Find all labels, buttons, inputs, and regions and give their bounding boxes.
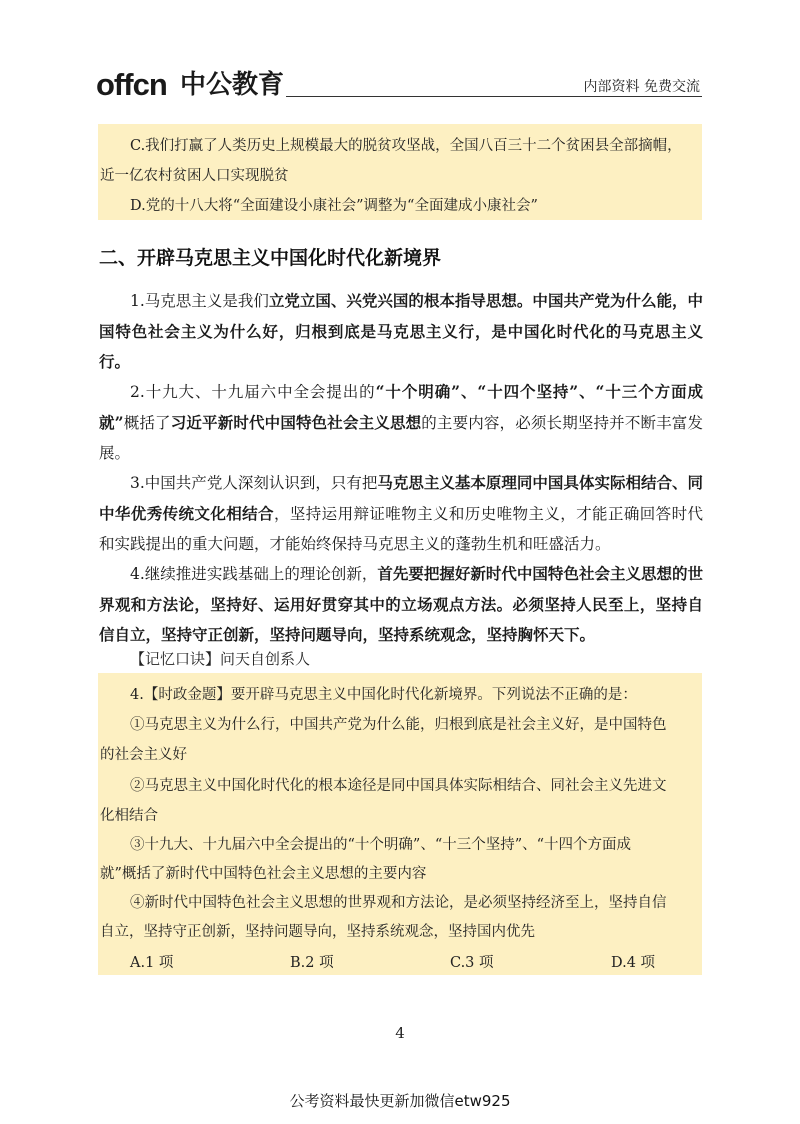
answer-option-b: B.2 项 — [290, 955, 334, 971]
statement-3-line2: 就”概括了新时代中国特色社会主义思想的主要内容 — [100, 866, 427, 882]
option-d: D.党的十八大将“全面建设小康社会”调整为“全面建成小康社会” — [130, 198, 538, 214]
paragraph-3 — [99, 468, 703, 560]
p1-text: 1.马克思主义是我们 — [130, 292, 269, 310]
answer-option-a: A.1 项 — [130, 955, 174, 971]
header-divider — [286, 96, 702, 97]
offcn-logo: offcn — [96, 67, 167, 102]
statement-4-line1: ④新时代中国特色社会主义思想的世界观和方法论，是必须坚持经济至上，坚持自信 — [130, 895, 667, 911]
answer-option-d: D.4 项 — [611, 955, 656, 971]
statement-2-line2: 化相结合 — [100, 808, 158, 824]
option-c-line1: C.我们打赢了人类历史上规模最大的脱贫攻坚战，全国八百三十二个贫困县全部摘帽， — [130, 138, 682, 154]
question-box — [98, 673, 702, 975]
statement-1-line2: 的社会主义好 — [100, 747, 187, 763]
statement-2-line1: ②马克思主义中国化时代化的根本途径是同中国具体实际相结合、同社会主义先进文 — [130, 778, 667, 794]
paragraph-2 — [99, 377, 703, 469]
question-stem: 4.【时政金题】要开辟马克思主义中国化时代化新境界。下列说法不正确的是： — [130, 687, 637, 703]
paragraph-1 — [99, 286, 703, 378]
answer-option-c: C.3 项 — [450, 955, 494, 971]
header-note: 内部资料 免费交流 — [583, 79, 700, 95]
p2-text-1: 2.十九大、十九届六中全会提出的 — [130, 383, 376, 401]
statement-3-line1: ③十九大、十九届六中全会提出的“十个明确”、“十三个坚持”、“十四个方面成 — [130, 837, 632, 853]
p3-bold: 马克思主义基本原理同中国具体实际相结合、同中华优秀传统文化相结合 — [99, 473, 703, 523]
page-header — [96, 67, 702, 102]
option-c-line2: 近一亿农村贫困人口实现脱贫 — [100, 168, 289, 184]
p4-text: 4.继续推进实践基础上的理论创新， — [130, 565, 378, 583]
footer-note: 公考资料最快更新加微信etw925 — [289, 1092, 511, 1110]
prev-question-box — [98, 124, 702, 220]
page-number: 4 — [395, 1024, 405, 1042]
memory-tip: 【记忆口诀】问天自创系人 — [130, 650, 311, 668]
paragraph-4 — [99, 559, 703, 651]
p3-text-1: 3.中国共产党人深刻认识到，只有把 — [130, 474, 378, 492]
statement-4-line2: 自立，坚持守正创新，坚持问题导向，坚持系统观念，坚持国内优先 — [100, 924, 535, 940]
p1-bold: 立党立国、兴党兴国的根本指导思想。中国共产党为什么能，中国特色社会主义为什么好，归根到底是马克思主义行，是中国化时代化的马克思主义行。 — [99, 291, 703, 371]
p3-text-2: ，坚持运用辩证唯物主义和历史唯物主义，才能正确回答时代和实践提出的重大问题，才能始终保持马克思主义的蓬勃生机和旺盛活力。 — [99, 504, 703, 553]
p2-text-3: 的主要内容，必须长期坚持并不断丰富发展。 — [99, 413, 703, 462]
p2-bold-2: 习近平新时代中国特色社会主义思想 — [170, 412, 422, 432]
p2-bold-1: “十个明确”、“十四个坚持”、“十三个方面成就” — [99, 382, 703, 432]
section-title: 二、开辟马克思主义中国化时代化新境界 — [99, 247, 442, 269]
brand-name: 中公教育 — [180, 70, 285, 100]
p4-bold: 首先要把握好新时代中国特色社会主义思想的世界观和方法论，坚持好、运用好贯穿其中的立场观点方法。必须坚持人民至上，坚持自信自立，坚持守正创新，坚持问题导向，坚持系统观念，坚持胸怀天下。 — [99, 564, 703, 644]
statement-1-line1: ①马克思主义为什么行，中国共产党为什么能，归根到底是社会主义好，是中国特色 — [130, 717, 667, 733]
p2-text-2: 概括了 — [123, 413, 171, 432]
